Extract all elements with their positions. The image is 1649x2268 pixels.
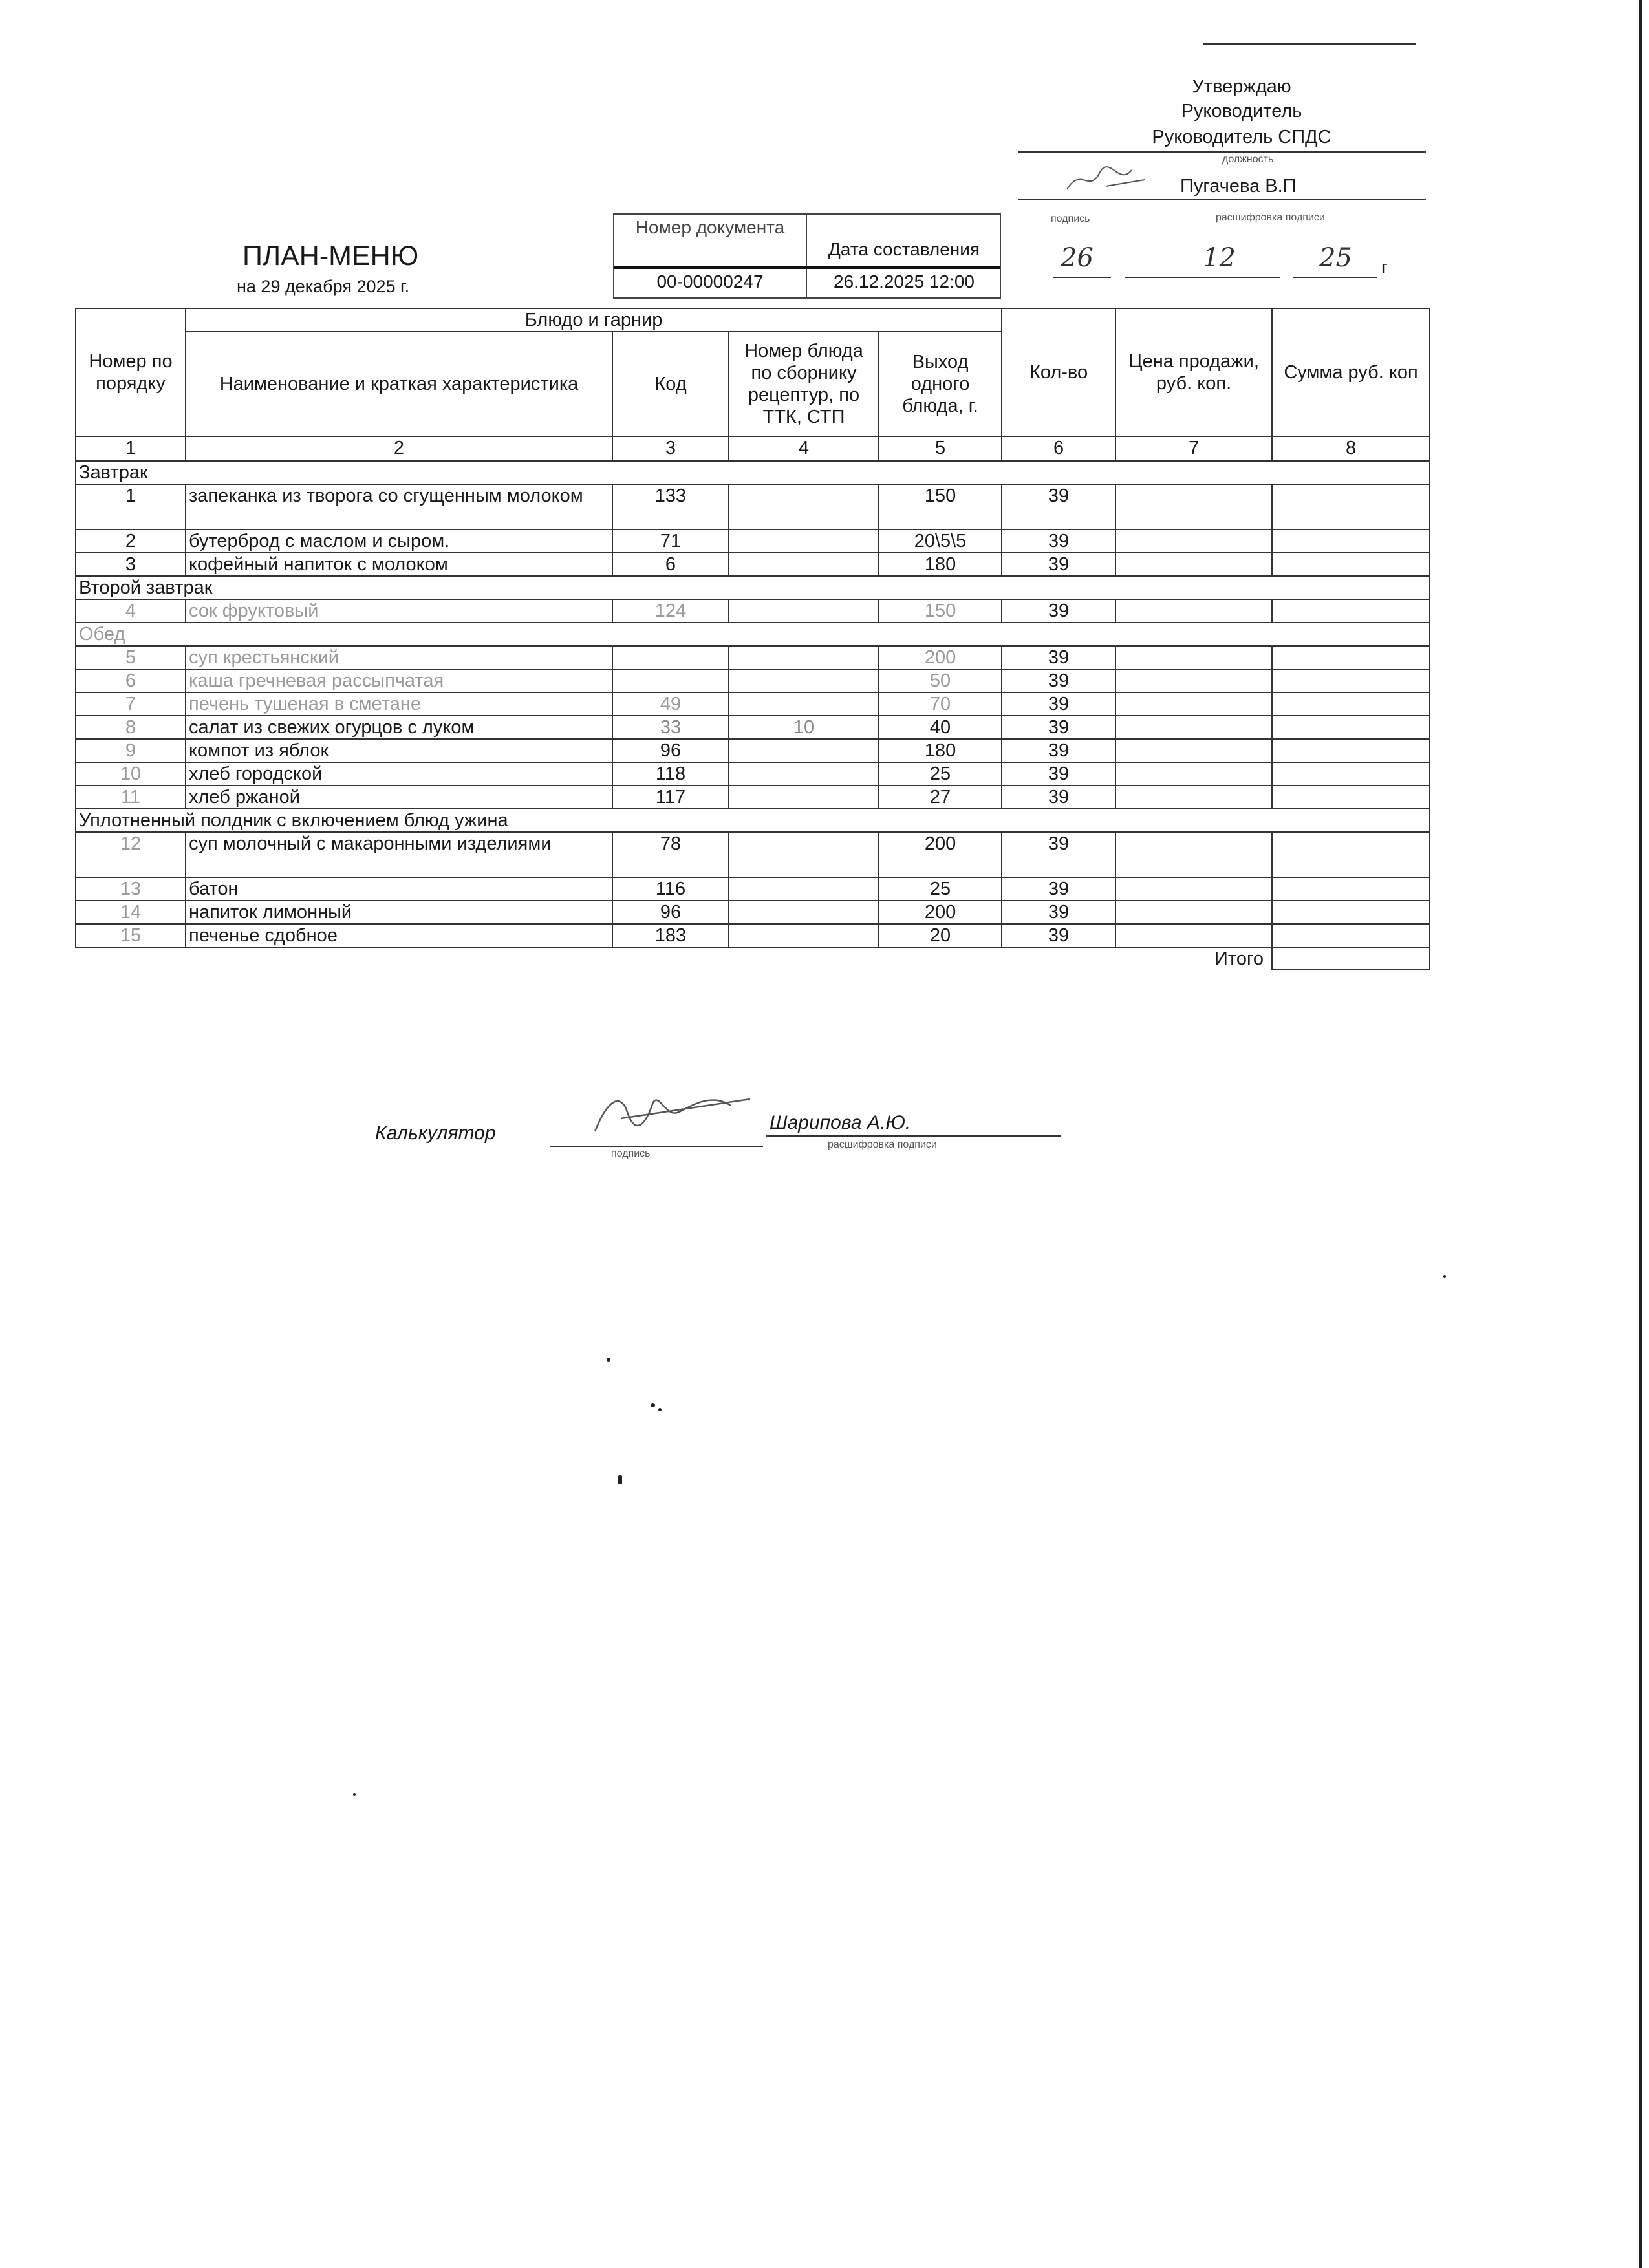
section-title: Второй завтрак	[76, 576, 1430, 599]
menu-table	[75, 308, 1430, 970]
approval-name: Пугачева В.П	[1180, 176, 1297, 197]
row-code: 33	[612, 716, 729, 739]
date-day-rule	[1053, 277, 1111, 278]
row-code: 96	[612, 901, 729, 924]
row-sum	[1272, 901, 1430, 924]
doc-date-label: Дата составления	[828, 239, 980, 259]
top-dash-line	[1203, 43, 1416, 45]
row-qty: 39	[1002, 877, 1116, 901]
signature-caption: подпись	[1051, 213, 1090, 224]
row-code: 117	[612, 786, 729, 809]
position-rule	[1018, 151, 1426, 153]
row-qty: 39	[1002, 832, 1116, 877]
row-no: 13	[76, 877, 186, 901]
row-name: салат из свежих огурцов с луком	[186, 716, 612, 739]
table-row	[76, 646, 1430, 669]
row-name: печенье сдобное	[186, 924, 612, 947]
row-name: бутерброд с маслом и сыром.	[186, 530, 612, 553]
row-code	[612, 646, 729, 669]
calculator-signature-caption: подпись	[611, 1148, 651, 1159]
row-code: 78	[612, 832, 729, 877]
section-title: Уплотненный полдник с включением блюд ужина	[76, 809, 1430, 832]
row-sum	[1272, 877, 1430, 901]
row-price	[1116, 832, 1272, 877]
row-code: 116	[612, 877, 729, 901]
approval-date-year: 25	[1319, 243, 1352, 273]
row-sum	[1272, 716, 1430, 739]
page-subtitle: на 29 декабря 2025 г.	[237, 277, 410, 296]
row-price	[1116, 553, 1272, 576]
row-recipe	[729, 762, 879, 786]
row-yield: 20\5\5	[879, 530, 1002, 553]
row-yield: 200	[879, 832, 1002, 877]
row-qty: 39	[1002, 901, 1116, 924]
approval-line1: Утверждаю	[1192, 76, 1291, 97]
row-recipe	[729, 924, 879, 947]
scan-edge	[1639, 0, 1642, 2268]
col-number: 7	[1116, 436, 1272, 461]
row-no: 15	[76, 924, 186, 947]
row-code: 71	[612, 530, 729, 553]
row-sum	[1272, 484, 1430, 530]
approval-line2: Руководитель	[1181, 101, 1302, 122]
row-name: суп крестьянский	[186, 646, 612, 669]
row-sum	[1272, 924, 1430, 947]
approval-date-day: 26	[1061, 243, 1094, 273]
doc-box-rule	[614, 266, 1000, 269]
row-sum	[1272, 762, 1430, 786]
row-name: кофейный напиток с молоком	[186, 553, 612, 576]
row-price	[1116, 530, 1272, 553]
scan-speck	[651, 1403, 655, 1407]
row-price	[1116, 692, 1272, 716]
col-number: 5	[879, 436, 1002, 461]
col-number: 3	[612, 436, 729, 461]
approval-date-month: 12	[1203, 243, 1236, 273]
row-recipe	[729, 646, 879, 669]
table-row	[76, 924, 1430, 947]
section-row	[76, 809, 1430, 832]
row-recipe	[729, 786, 879, 809]
row-qty: 39	[1002, 739, 1116, 762]
doc-number-label: Номер документа	[635, 217, 785, 237]
row-price	[1116, 484, 1272, 530]
row-name: хлеб ржаной	[186, 786, 612, 809]
table-row	[76, 739, 1430, 762]
row-yield: 150	[879, 484, 1002, 530]
row-sum	[1272, 553, 1430, 576]
section-row	[76, 461, 1430, 484]
col-number: 6	[1002, 436, 1116, 461]
doc-info-box	[613, 213, 1001, 299]
row-yield: 200	[879, 901, 1002, 924]
row-yield: 27	[879, 786, 1002, 809]
row-recipe: 10	[729, 716, 879, 739]
row-name: хлеб городской	[186, 762, 612, 786]
row-no: 3	[76, 553, 186, 576]
row-yield: 180	[879, 553, 1002, 576]
row-sum	[1272, 599, 1430, 623]
total-label: Итого	[1214, 948, 1264, 969]
table-row	[76, 877, 1430, 901]
page-title: ПЛАН-МЕНЮ	[242, 241, 419, 272]
row-qty: 39	[1002, 716, 1116, 739]
row-price	[1116, 716, 1272, 739]
row-code	[612, 669, 729, 692]
row-name: запеканка из творога со сгущенным молоком	[186, 484, 612, 530]
row-no: 9	[76, 739, 186, 762]
row-yield: 70	[879, 692, 1002, 716]
row-yield: 200	[879, 646, 1002, 669]
calculator-signature-line	[550, 1146, 763, 1147]
row-qty: 39	[1002, 646, 1116, 669]
approval-position: Руководитель СПДС	[1152, 127, 1331, 147]
col-header-name: Наименование и краткая характеристика	[186, 332, 612, 436]
row-yield: 180	[879, 739, 1002, 762]
scan-speck	[607, 1358, 610, 1362]
row-recipe	[729, 599, 879, 623]
table-row	[76, 599, 1430, 623]
row-yield: 150	[879, 599, 1002, 623]
row-code: 49	[612, 692, 729, 716]
row-no: 1	[76, 484, 186, 530]
row-code: 118	[612, 762, 729, 786]
row-no: 5	[76, 646, 186, 669]
row-qty: 39	[1002, 599, 1116, 623]
table-row	[76, 692, 1430, 716]
row-qty: 39	[1002, 786, 1116, 809]
col-header-no: Номер по порядку	[76, 308, 186, 436]
row-code: 183	[612, 924, 729, 947]
row-sum	[1272, 669, 1430, 692]
row-qty: 39	[1002, 530, 1116, 553]
col-number: 1	[76, 436, 186, 461]
row-name: каша гречневая рассыпчатая	[186, 669, 612, 692]
col-group-header: Блюдо и гарнир	[186, 308, 1002, 332]
section-title: Завтрак	[76, 461, 1430, 484]
scan-speck	[658, 1408, 662, 1411]
row-qty: 39	[1002, 692, 1116, 716]
row-price	[1116, 599, 1272, 623]
director-signature	[1061, 160, 1158, 199]
row-recipe	[729, 484, 879, 530]
row-yield: 25	[879, 877, 1002, 901]
row-price	[1116, 646, 1272, 669]
calculator-label: Калькулятор	[375, 1122, 496, 1144]
date-suffix: г	[1381, 257, 1388, 277]
col-header-code: Код	[612, 332, 729, 436]
row-recipe	[729, 530, 879, 553]
row-yield: 25	[879, 762, 1002, 786]
row-price	[1116, 739, 1272, 762]
col-number: 4	[729, 436, 879, 461]
row-no: 2	[76, 530, 186, 553]
name-rule	[1018, 199, 1426, 200]
table-row	[76, 832, 1430, 877]
row-name: батон	[186, 877, 612, 901]
calculator-name: Шарипова А.Ю.	[770, 1112, 911, 1133]
total-value	[1272, 947, 1430, 970]
row-recipe	[729, 669, 879, 692]
row-no: 14	[76, 901, 186, 924]
row-yield: 50	[879, 669, 1002, 692]
row-name: компот из яблок	[186, 739, 612, 762]
table-row	[76, 762, 1430, 786]
row-code: 124	[612, 599, 729, 623]
row-recipe	[729, 692, 879, 716]
row-no: 4	[76, 599, 186, 623]
row-sum	[1272, 786, 1430, 809]
col-header-qty: Кол-во	[1002, 308, 1116, 436]
row-no: 10	[76, 762, 186, 786]
row-recipe	[729, 739, 879, 762]
col-header-price: Цена продажи, руб. коп.	[1116, 308, 1272, 436]
section-row	[76, 576, 1430, 599]
col-header-sum: Сумма руб. коп	[1272, 308, 1430, 436]
row-price	[1116, 762, 1272, 786]
col-header-yield: Выход одного блюда, г.	[879, 332, 1002, 436]
row-qty: 39	[1002, 762, 1116, 786]
date-month-rule	[1125, 277, 1280, 278]
row-price	[1116, 924, 1272, 947]
row-name: напиток лимонный	[186, 901, 612, 924]
row-sum	[1272, 739, 1430, 762]
date-year-rule	[1293, 277, 1377, 278]
row-price	[1116, 669, 1272, 692]
row-no: 8	[76, 716, 186, 739]
total-row	[76, 947, 1430, 970]
scan-speck	[1443, 1275, 1446, 1278]
row-sum	[1272, 646, 1430, 669]
row-qty: 39	[1002, 924, 1116, 947]
row-code: 133	[612, 484, 729, 530]
row-sum	[1272, 530, 1430, 553]
scan-speck	[353, 1793, 356, 1796]
row-code: 96	[612, 739, 729, 762]
row-name: печень тушеная в сметане	[186, 692, 612, 716]
table-row	[76, 901, 1430, 924]
row-price	[1116, 786, 1272, 809]
col-header-recipe: Номер блюда по сборнику рецептур, по ТТК, СТП	[729, 332, 879, 436]
row-yield: 20	[879, 924, 1002, 947]
row-name: суп молочный с макаронными изделиями	[186, 832, 612, 877]
row-name: сок фруктовый	[186, 599, 612, 623]
row-qty: 39	[1002, 553, 1116, 576]
row-sum	[1272, 832, 1430, 877]
calculator-name-line	[766, 1135, 1061, 1137]
table-row	[76, 530, 1430, 553]
row-sum	[1272, 692, 1430, 716]
table-row	[76, 484, 1430, 530]
doc-date: 26.12.2025 12:00	[834, 272, 975, 292]
row-recipe	[729, 901, 879, 924]
col-number: 2	[186, 436, 612, 461]
section-row	[76, 623, 1430, 646]
row-qty: 39	[1002, 484, 1116, 530]
row-price	[1116, 877, 1272, 901]
calculator-signature	[582, 1086, 770, 1144]
row-code: 6	[612, 553, 729, 576]
column-number-row	[76, 436, 1430, 461]
col-number: 8	[1272, 436, 1430, 461]
calculator-name-caption: расшифровка подписи	[828, 1139, 937, 1150]
row-recipe	[729, 832, 879, 877]
row-yield: 40	[879, 716, 1002, 739]
table-row	[76, 786, 1430, 809]
table-row	[76, 716, 1430, 739]
row-price	[1116, 901, 1272, 924]
doc-number: 00-00000247	[656, 272, 764, 292]
position-caption: должность	[1222, 154, 1274, 165]
table-row	[76, 553, 1430, 576]
row-qty: 39	[1002, 669, 1116, 692]
scan-speck	[618, 1475, 622, 1484]
row-recipe	[729, 553, 879, 576]
row-no: 11	[76, 786, 186, 809]
section-title: Обед	[76, 623, 1430, 646]
row-recipe	[729, 877, 879, 901]
name-caption: расшифровка подписи	[1216, 212, 1325, 223]
row-no: 12	[76, 832, 186, 877]
row-no: 6	[76, 669, 186, 692]
row-no: 7	[76, 692, 186, 716]
doc-box-divider	[806, 215, 807, 297]
table-row	[76, 669, 1430, 692]
